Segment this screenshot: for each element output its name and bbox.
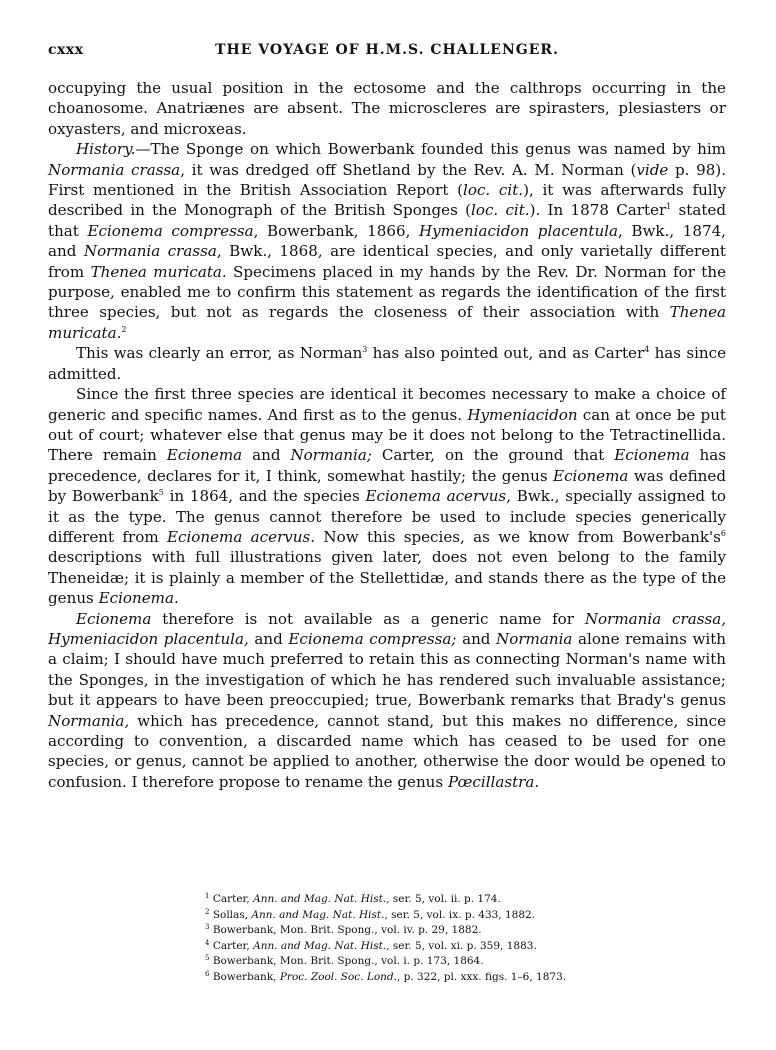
footnote-ref-2: 2 bbox=[121, 324, 127, 334]
text-run: Bowerbank, Mon. Brit. Spong., vol. iv. p. 29, 1882. bbox=[212, 924, 482, 937]
body-text bbox=[48, 78, 726, 792]
text-run: Bowerbank, bbox=[212, 970, 280, 983]
italic-text: Ann. and Mag. Nat. Hist. bbox=[253, 939, 387, 952]
text-run: ). In 1878 Carter bbox=[529, 201, 667, 220]
footnote-ref-1: 1 bbox=[666, 202, 672, 212]
superscript: 2 bbox=[205, 907, 210, 916]
page bbox=[48, 42, 726, 792]
footnote-ref-3: 3 bbox=[362, 345, 368, 355]
italic-text: Thenea muricata. bbox=[48, 303, 726, 342]
text-run: , Bwk., 1874, and bbox=[48, 221, 726, 261]
superscript: 4 bbox=[205, 938, 210, 947]
italic-text: Hymeniacidon bbox=[467, 405, 578, 424]
text-run: Specimens placed in my hands by the Rev. Dr. Norman for the purpose, enabled me to confirm this statement as regards the identification of the first three species, but not as regards the closeness of their association with bbox=[48, 262, 727, 322]
italic-text: vide bbox=[636, 160, 669, 179]
text-run: Sollas, bbox=[212, 908, 252, 921]
text-run: which has precedence, cannot stand, but this makes no difference, since according to convention, a discarded name which has ceased to be used for one species, or genus, cannot be applied to another, otherwise the door would be opened to confusion. I therefore propose to rename the genus bbox=[48, 711, 726, 791]
text-run: has also pointed out, and as Carter bbox=[367, 344, 645, 363]
text-run: , p. 322, pl. xxx. figs. 1–6, 1873. bbox=[396, 970, 567, 983]
italic-text: loc. cit. bbox=[471, 201, 530, 220]
text-run: and bbox=[248, 629, 289, 648]
text-run: , it was dredged off Shetland by the Rev. A. M. Norman ( bbox=[180, 160, 637, 179]
italic-text: Ecionema bbox=[76, 609, 152, 628]
running-title: THE VOYAGE OF H.M.S. CHALLENGER. bbox=[215, 42, 559, 58]
footnote-ref-4: 4 bbox=[644, 345, 650, 355]
paragraph-2-history bbox=[48, 139, 726, 343]
text-run: and bbox=[242, 446, 291, 465]
text-run: descriptions with full illustrations given later, does not even belong to the family Theneidæ; it is plainly a member of the Stellettidæ, and stands there as the type of the genus bbox=[48, 548, 726, 608]
superscript: 3 bbox=[205, 923, 210, 932]
footnote-ref-5: 5 bbox=[158, 488, 164, 498]
text-run: was defined by Bowerbank bbox=[48, 466, 726, 506]
italic-text: Normania crassa bbox=[48, 160, 181, 179]
text-run: can at once be put out of court; whatever else that genus may be it does not belong to the Tetractinellida. There remain bbox=[48, 405, 726, 465]
text-run: Since the first three species are identical it becomes necessary to make a choice of generic and specific names. And first as to the genus. bbox=[48, 385, 726, 424]
italic-text: Ann. and Mag. Nat. Hist. bbox=[253, 893, 387, 905]
text-run: Now this species, as we know from Bowerbank's bbox=[315, 527, 721, 546]
superscript: 6 bbox=[205, 969, 210, 978]
footnote-6 bbox=[205, 970, 566, 986]
running-header bbox=[48, 42, 726, 64]
text-run: , Bwk., specially assigned to it as the type. The genus cannot therefore be used to include species generically different from bbox=[48, 487, 726, 546]
footnote-3 bbox=[205, 923, 566, 939]
italic-text: Normania crassa bbox=[83, 242, 217, 261]
paragraph-4 bbox=[48, 384, 726, 608]
text-run: has since admitted. bbox=[48, 344, 726, 383]
text-run: and bbox=[456, 629, 497, 648]
text-run: , Bwk., 1868, are identical species, and only varietally different from bbox=[48, 242, 726, 281]
text-run: Bowerbank, Mon. Brit. Spong., vol. i. p. 173, 1864. bbox=[212, 955, 484, 968]
italic-text: Ecionema compressa; bbox=[288, 629, 457, 648]
superscript: 1 bbox=[205, 892, 210, 900]
italic-text: Proc. Zool. Soc. Lond. bbox=[279, 970, 397, 983]
footnote-ref-6: 6 bbox=[720, 528, 726, 538]
text-run: ), it was afterwards fully described in the Monograph of the British Sponges ( bbox=[48, 181, 726, 220]
italic-text: Hymeniacidon placentula bbox=[418, 221, 619, 240]
italic-text: Normania bbox=[496, 629, 573, 648]
italic-text: Ecionema. bbox=[98, 589, 179, 608]
text-run: has precedence, declares for it, I think, somewhat hastily; the genus bbox=[48, 446, 726, 485]
text-run: , ser. 5, vol. ix. p. 433, 1882. bbox=[384, 908, 536, 921]
text-run: in 1864, and the species bbox=[163, 487, 366, 506]
text-run: , ser. 5, vol. xi. p. 359, 1883. bbox=[386, 939, 537, 952]
italic-text: Ecionema acervus bbox=[365, 487, 507, 506]
text-run: occupying the usual position in the ectosome and the calthrops occurring in the choanosome. Anatriænes are absent. The microscleres are spirasters, plesiasters or oxyasters, and microxeas. bbox=[48, 79, 726, 138]
text-run: p. 98). First mentioned in the British Association Report ( bbox=[48, 160, 726, 200]
italic-text: Ecionema compressa bbox=[87, 221, 254, 240]
text-run: Carter, on the ground that bbox=[371, 446, 615, 465]
text-run: , ser. 5, vol. ii. p. 174. bbox=[386, 893, 501, 905]
history-heading: History. bbox=[76, 140, 136, 159]
text-run: Carter, bbox=[212, 893, 254, 905]
text-run: stated that bbox=[48, 201, 727, 240]
text-run: alone remains with a claim; I should have much preferred to retain this as connecting Norman's name with the Sponges, in the investigation of which he has rendered such invaluable assistance; but it appears to have been preoccupied; true, Bowerbank remarks that Brady's genus bbox=[48, 629, 726, 710]
italic-text: loc. cit. bbox=[463, 181, 524, 200]
italic-text: Normania; bbox=[290, 446, 372, 465]
text-run: —The Sponge on which Bowerbank founded this genus was named by him bbox=[135, 140, 726, 159]
italic-text: Ecionema acervus. bbox=[166, 527, 316, 546]
italic-text: Normania crassa, Hymeniacidon placentula, bbox=[48, 609, 726, 648]
page-number: cxxx bbox=[48, 42, 84, 58]
italic-text: Thenea muricata. bbox=[90, 262, 227, 281]
italic-text: Ecionema bbox=[166, 446, 243, 465]
italic-text: Normania, bbox=[48, 711, 130, 730]
paragraph-5 bbox=[48, 609, 726, 793]
footnotes bbox=[205, 892, 566, 986]
text-run: This was clearly an error, as Norman bbox=[76, 344, 363, 363]
italic-text: Ecionema bbox=[553, 466, 629, 485]
text-run: , Bowerbank, 1866, bbox=[253, 221, 419, 240]
footnote-5 bbox=[205, 954, 566, 970]
footnote-1 bbox=[205, 892, 566, 908]
footnote-2 bbox=[205, 908, 566, 924]
text-run: Carter, bbox=[212, 939, 254, 952]
italic-text: Ann. and Mag. Nat. Hist. bbox=[251, 908, 385, 921]
italic-text: Ecionema bbox=[614, 446, 690, 465]
footnote-4 bbox=[205, 939, 566, 955]
superscript: 5 bbox=[205, 954, 210, 963]
paragraph-3 bbox=[48, 343, 726, 384]
paragraph-1 bbox=[48, 78, 726, 139]
italic-text: Pœcillastra. bbox=[447, 772, 540, 791]
text-run: therefore is not available as a generic name for bbox=[151, 609, 585, 628]
